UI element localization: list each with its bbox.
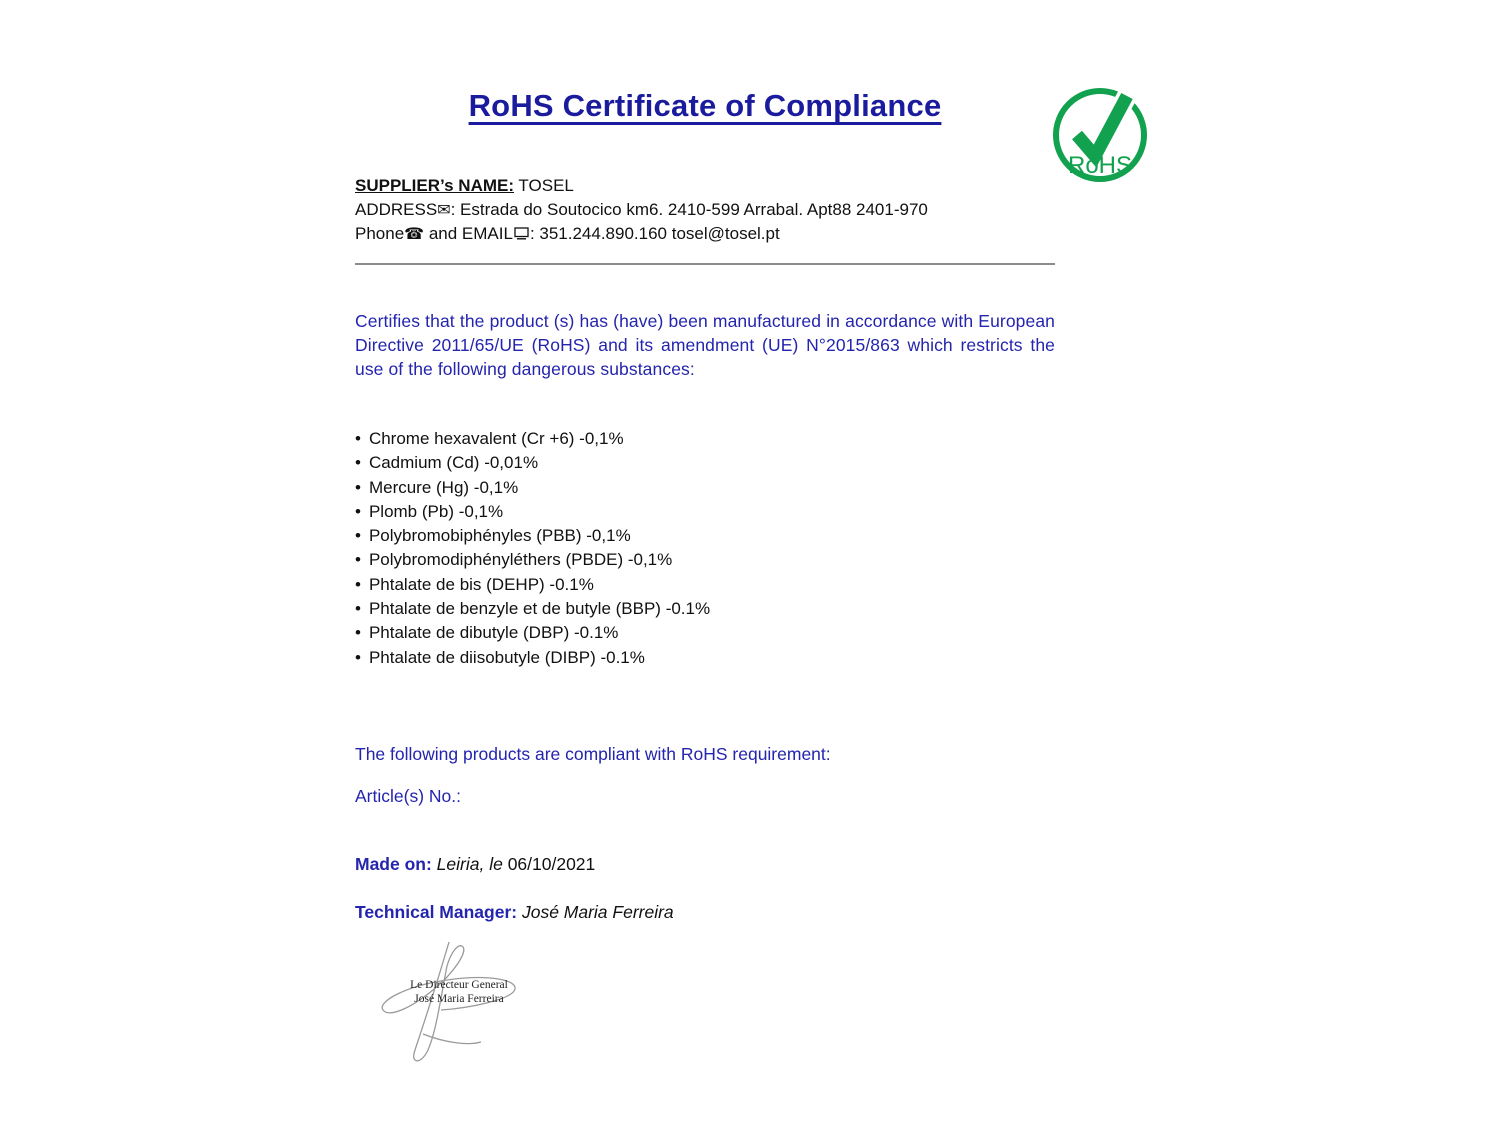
technical-manager-line xyxy=(355,900,1055,924)
substance-text: Phtalate de benzyle et de butyle (BBP) -0.1% xyxy=(368,599,711,619)
substance-text: Phtalate de dibutyle (DBP) -0.1% xyxy=(368,623,619,643)
signature-caption-line2: José Maria Ferreira xyxy=(414,992,504,1005)
phone-label: Phone xyxy=(355,224,405,243)
substance-text: Plomb (Pb) -0,1% xyxy=(368,501,504,521)
signature-caption xyxy=(389,978,529,1006)
rohs-logo xyxy=(1050,82,1150,184)
substance-text: Phtalate de bis (DEHP) -0.1% xyxy=(368,574,594,594)
substance-item xyxy=(355,451,1055,475)
technical-manager-name: José Maria Ferreira xyxy=(517,901,674,922)
made-on-place: Leiria, le xyxy=(431,853,503,874)
page-title: RoHS Certificate of Compliance xyxy=(468,88,942,123)
certification-paragraph: Certifies that the product (s) has (have) been manufactured in accordance with European Directive 2011/65/UE (RoHS) and its amendment (UE) N°2015/863 which restricts the use of the following dangerous substances: xyxy=(355,311,1055,379)
signature xyxy=(363,938,583,1068)
signature-caption-line1: Le Directeur General xyxy=(410,978,508,991)
supplier-address-line xyxy=(355,198,1055,222)
rohs-logo-label: RoHS xyxy=(1067,152,1133,179)
phone-icon: ☎ xyxy=(404,224,425,243)
checkmark-icon xyxy=(1077,96,1127,156)
computer-icon xyxy=(514,223,529,247)
substance-item xyxy=(355,500,1055,524)
supplier-block xyxy=(355,174,1055,247)
supplier-name-line xyxy=(355,174,1055,198)
made-on-label: Made on: xyxy=(355,853,432,874)
technical-manager-label: Technical Manager: xyxy=(355,901,518,922)
supplier-contact-line xyxy=(355,222,1055,247)
substance-item xyxy=(355,621,1055,645)
substance-item xyxy=(355,573,1055,597)
substance-item xyxy=(355,427,1055,451)
substance-item xyxy=(355,548,1055,572)
substance-text: Polybromodiphényléthers (PBDE) -0,1% xyxy=(368,550,673,570)
certificate-document xyxy=(355,88,1055,1068)
substance-item xyxy=(355,476,1055,500)
substance-item xyxy=(355,597,1055,621)
products-compliance-line: The following products are compliant with RoHS requirement: xyxy=(355,743,831,764)
substance-item xyxy=(355,524,1055,548)
made-on-date: 06/10/2021 xyxy=(502,853,596,874)
substance-text: Chrome hexavalent (Cr +6) -0,1% xyxy=(368,429,624,448)
address-value: : Estrada do Soutocico km6. 2410-599 Arrabal. Apt88 2401-970 xyxy=(450,200,928,219)
divider-rule xyxy=(355,263,1055,265)
supplier-name-label: SUPPLIER’s NAME: xyxy=(355,176,515,195)
address-label: ADDRESS xyxy=(355,200,438,219)
substance-text: Phtalate de diisobutyle (DIBP) -0.1% xyxy=(368,647,645,667)
substance-text: Cadmium (Cd) -0,01% xyxy=(368,453,539,473)
contact-value: : 351.244.890.160 tosel@tosel.pt xyxy=(529,224,780,243)
articles-number-line: Article(s) No.: xyxy=(355,785,461,806)
supplier-name-value: TOSEL xyxy=(514,176,574,195)
substances-list xyxy=(355,427,1055,670)
substance-text: Mercure (Hg) -0,1% xyxy=(368,477,519,497)
email-label: and EMAIL xyxy=(424,224,513,243)
made-on-line xyxy=(355,852,1055,876)
substance-item xyxy=(355,646,1055,670)
envelope-icon: ✉ xyxy=(437,200,451,219)
substance-text: Polybromobiphényles (PBB) -0,1% xyxy=(368,526,631,546)
